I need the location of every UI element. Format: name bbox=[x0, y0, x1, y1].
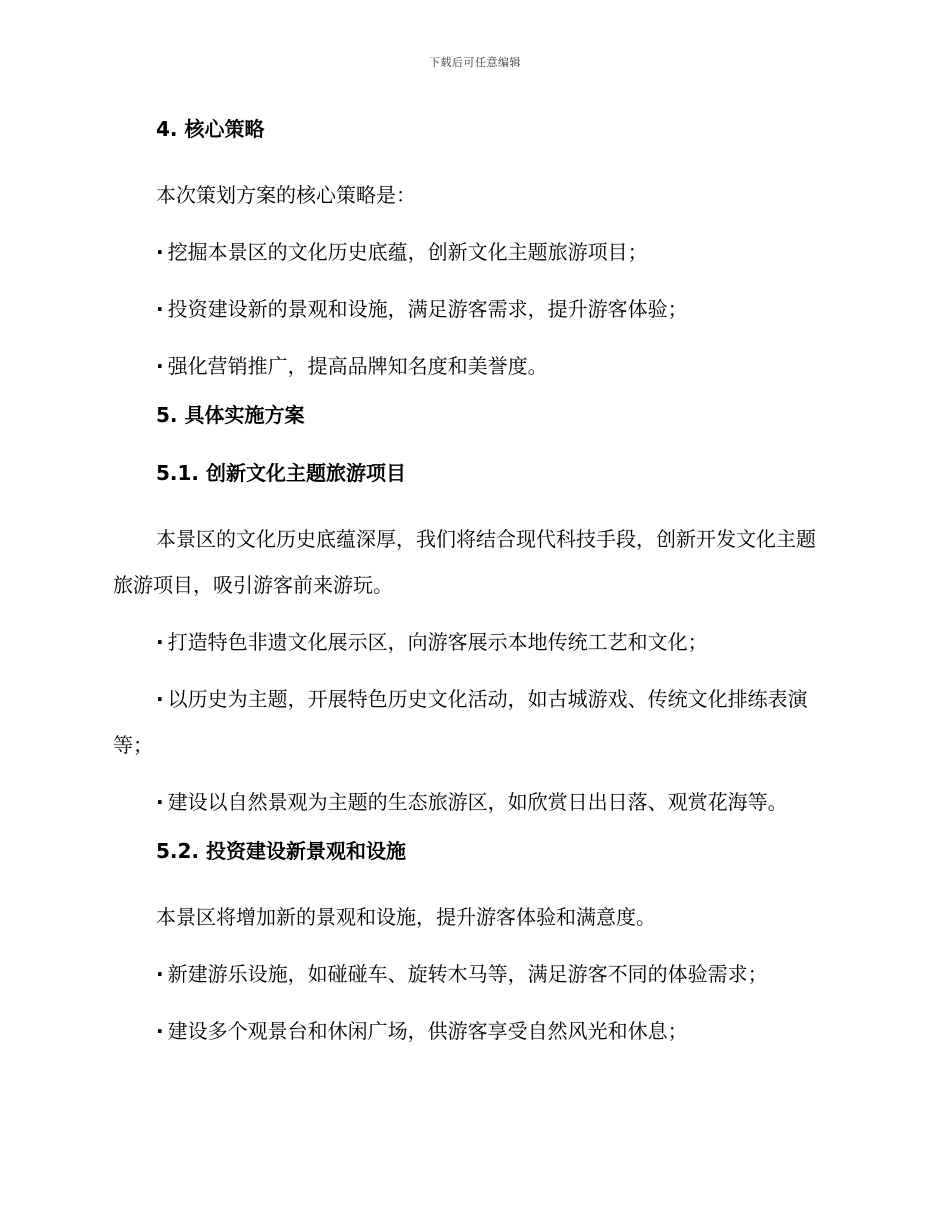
heading-5-2: 5.2. 投资建设新景观和设施 bbox=[156, 839, 406, 863]
paragraph-4-intro: 本次策划方案的核心策略是： bbox=[156, 183, 416, 207]
bullet-text: 建设多个观景台和休闲广场，供游客享受自然风光和休息； bbox=[167, 1019, 688, 1043]
bullet-item bbox=[113, 1008, 833, 1054]
bullet-dot: · bbox=[156, 790, 164, 814]
bullet-dot: · bbox=[156, 1019, 164, 1043]
heading-5: 5. 具体实施方案 bbox=[156, 403, 305, 427]
bullet-dot: · bbox=[156, 687, 164, 711]
bullet-item bbox=[113, 676, 833, 768]
bullet-text: 建设以自然景观为主题的生态旅游区，如欣赏日出日落、观赏花海等。 bbox=[167, 790, 788, 814]
bullet-text: 投资建设新的景观和设施，满足游客需求，提升游客体验； bbox=[167, 297, 688, 321]
page-header: 下载后可任意编辑 bbox=[429, 56, 521, 69]
bullet-text: 以历史为主题，开展特色历史文化活动，如古城游戏、传统文化排练表演等； bbox=[113, 687, 808, 757]
heading-4: 4. 核心策略 bbox=[156, 117, 265, 141]
bullet-item bbox=[113, 951, 833, 997]
bullet-text: 打造特色非遗文化展示区，向游客展示本地传统工艺和文化； bbox=[167, 630, 708, 654]
bullet-item bbox=[113, 229, 833, 275]
bullet-dot: · bbox=[156, 354, 164, 378]
bullet-item bbox=[113, 343, 833, 389]
bullet-text: 挖掘本景区的文化历史底蕴，创新文化主题旅游项目； bbox=[167, 240, 648, 264]
heading-5-1: 5.1. 创新文化主题旅游项目 bbox=[156, 461, 406, 485]
bullet-text: 强化营销推广，提高品牌知名度和美誉度。 bbox=[167, 354, 548, 378]
bullet-dot: · bbox=[156, 962, 164, 986]
bullet-item bbox=[113, 286, 833, 332]
paragraph-5-1-intro: 本景区的文化历史底蕴深厚，我们将结合现代科技手段，创新开发文化主题旅游项目，吸引游客前来游玩。 bbox=[113, 527, 816, 597]
paragraph-5-2-intro: 本景区将增加新的景观和设施，提升游客体验和满意度。 bbox=[156, 905, 656, 929]
bullet-text: 新建游乐设施，如碰碰车、旋转木马等，满足游客不同的体验需求； bbox=[167, 962, 768, 986]
bullet-dot: · bbox=[156, 297, 164, 321]
bullet-dot: · bbox=[156, 630, 164, 654]
bullet-dot: · bbox=[156, 240, 164, 264]
bullet-item bbox=[113, 619, 833, 665]
document-body bbox=[113, 114, 833, 1065]
bullet-item bbox=[113, 779, 833, 825]
